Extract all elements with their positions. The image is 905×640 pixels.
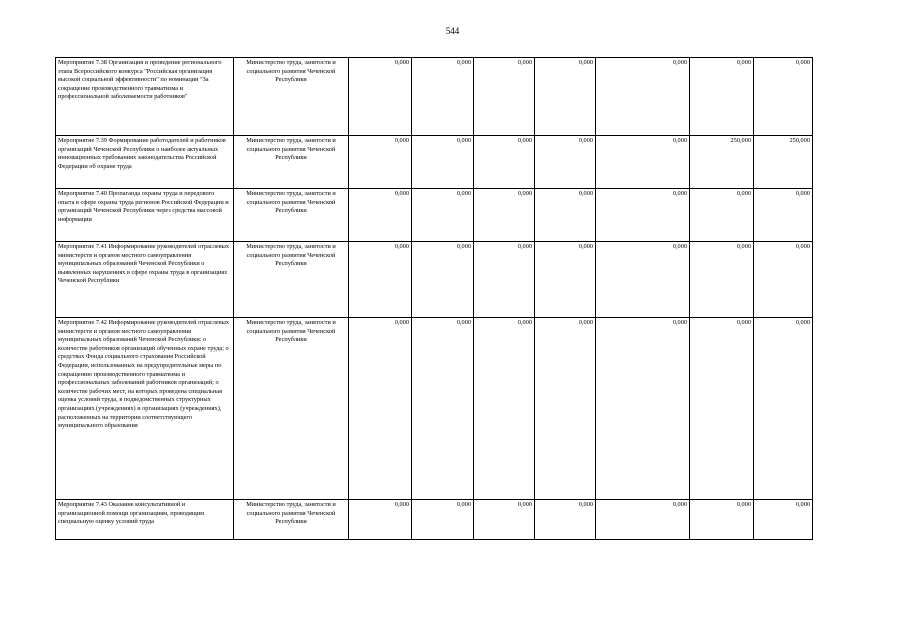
value-cell: 0,000 — [690, 318, 754, 500]
value-cell: 0,000 — [412, 500, 474, 540]
value-cell: 0,000 — [690, 242, 754, 318]
value-cell: 0,000 — [754, 318, 813, 500]
executor-cell: Министерство труда, занятости и социального развития Чеченской Республики — [234, 500, 349, 540]
value-cell: 0,000 — [412, 242, 474, 318]
executor-cell: Министерство труда, занятости и социального развития Чеченской Республики — [234, 242, 349, 318]
value-cell: 0,000 — [474, 58, 535, 136]
table-row — [56, 136, 813, 189]
value-cell: 0,000 — [754, 189, 813, 242]
value-cell: 0,000 — [474, 242, 535, 318]
value-cell: 0,000 — [412, 318, 474, 500]
table-row — [56, 189, 813, 242]
executor-cell: Министерство труда, занятости и социального развития Чеченской Республики — [234, 136, 349, 189]
activity-cell: Мероприятие 7.39 Формирование работодателей и работников организаций Чеченской Республики о наиболее актуальных инновационных требованиях законодательства Российской Федерации об охране труда — [56, 136, 234, 189]
value-cell: 0,000 — [754, 242, 813, 318]
value-cell: 0,000 — [474, 189, 535, 242]
value-cell: 0,000 — [412, 136, 474, 189]
value-cell: 0,000 — [535, 136, 596, 189]
activity-cell: Мероприятие 7.41 Информирование руководителей отраслевых министерств и органов местного самоуправления муниципальных образований Чеченской Республики о выявленных нарушениях в сфере охраны труда в организациях Чеченской Республики — [56, 242, 234, 318]
value-cell: 0,000 — [535, 242, 596, 318]
executor-cell: Министерство труда, занятости и социального развития Чеченской Республики — [234, 189, 349, 242]
value-cell: 0,000 — [412, 189, 474, 242]
value-cell: 0,000 — [690, 500, 754, 540]
value-cell: 0,000 — [349, 58, 412, 136]
value-cell: 0,000 — [596, 189, 690, 242]
value-cell: 0,000 — [690, 58, 754, 136]
budget-table — [55, 57, 813, 540]
value-cell: 0,000 — [349, 189, 412, 242]
value-cell: 0,000 — [349, 242, 412, 318]
activity-cell: Мероприятие 7.40 Пропаганда охраны труда и передового опыта в сфере охраны труда регионов Российской Федерации и организаций Чеченской Республики через средства массовой информации — [56, 189, 234, 242]
value-cell: 0,000 — [474, 318, 535, 500]
value-cell: 0,000 — [596, 136, 690, 189]
table-row — [56, 58, 813, 136]
value-cell: 0,000 — [596, 500, 690, 540]
executor-cell: Министерство труда, занятости и социального развития Чеченской Республики — [234, 318, 349, 500]
table-row — [56, 500, 813, 540]
activity-cell: Мероприятие 7.43 Оказание консультативной и организационной помощи организациям, проводящим специальную оценку условий труда — [56, 500, 234, 540]
executor-cell: Министерство труда, занятости и социального развития Чеченской Республики — [234, 58, 349, 136]
value-cell: 0,000 — [596, 58, 690, 136]
table-row — [56, 318, 813, 500]
page-number: 544 — [445, 26, 460, 36]
value-cell: 0,000 — [596, 318, 690, 500]
value-cell: 0,000 — [349, 136, 412, 189]
value-cell: 250,000 — [754, 136, 813, 189]
table-row — [56, 242, 813, 318]
value-cell: 0,000 — [412, 58, 474, 136]
value-cell: 0,000 — [690, 189, 754, 242]
value-cell: 0,000 — [474, 500, 535, 540]
value-cell: 0,000 — [349, 500, 412, 540]
value-cell: 0,000 — [754, 500, 813, 540]
value-cell: 0,000 — [596, 242, 690, 318]
activity-cell: Мероприятие 7.38 Организация и проведение регионального этапа Всероссийского конкурса "Российская организация высокой социальной эффективности" по номинации "За сокращение производственного травматизма и профессиональной заболеваемости работников" — [56, 58, 234, 136]
value-cell: 0,000 — [535, 58, 596, 136]
value-cell: 250,000 — [690, 136, 754, 189]
value-cell: 0,000 — [474, 136, 535, 189]
value-cell: 0,000 — [535, 318, 596, 500]
value-cell: 0,000 — [754, 58, 813, 136]
activity-cell: Мероприятие 7.42 Информирование руководителей отраслевых министерств и органов местного самоуправления муниципальных образований Чеченской Республики: о количестве работников организаций обученных охране труда; о средствах Фонда социального страхования Российской Федерации, использованных на предупредительные меры по сокращению производственного травматизма и профессиональных заболеваний работников организаций; о количестве рабочих мест, на которых проведена специальная оценка условий труда, в подведомственных структурных организациях (учреждениях) и организациях (учреждениях), расположенных на территории соответствующего муниципального образования — [56, 318, 234, 500]
value-cell: 0,000 — [349, 318, 412, 500]
value-cell: 0,000 — [535, 500, 596, 540]
value-cell: 0,000 — [535, 189, 596, 242]
